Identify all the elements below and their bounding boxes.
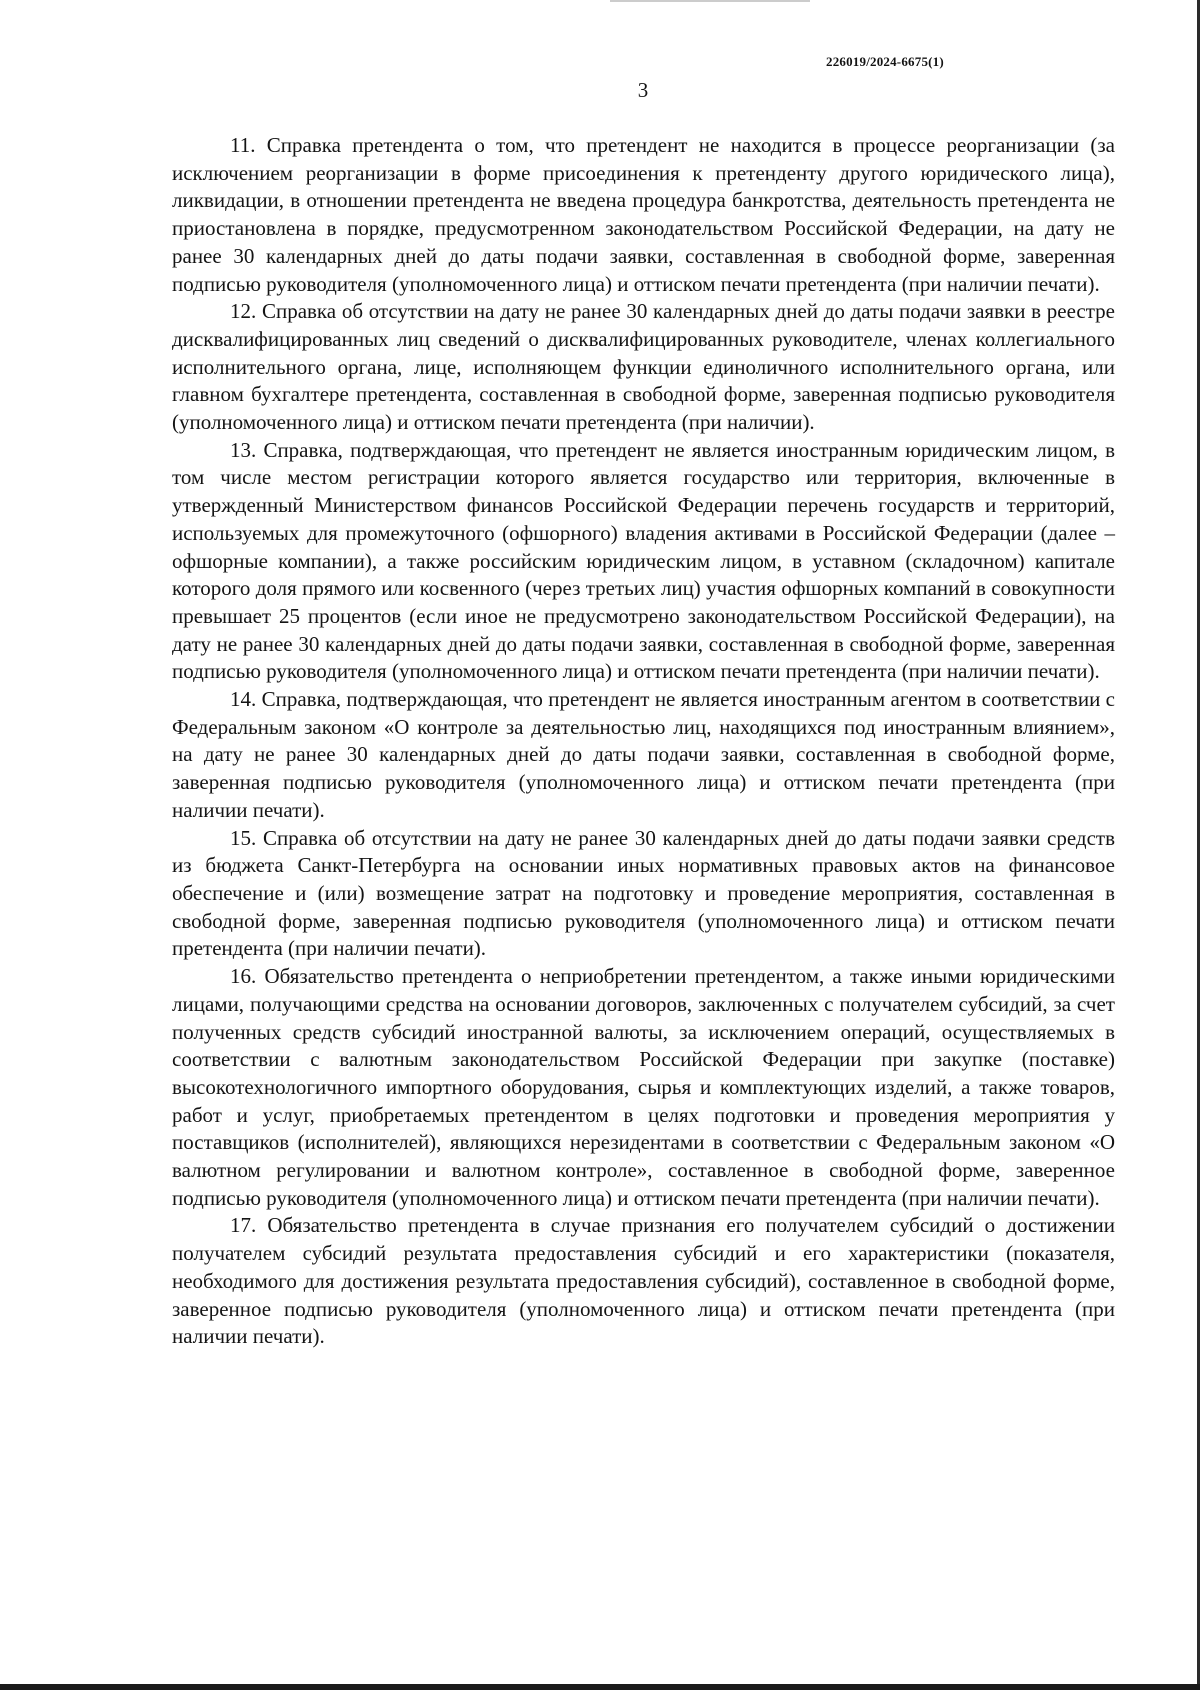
paragraph-15: 15. Справка об отсутствии на дату не ранее 30 календарных дней до даты подачи заявки средств из бюджета Санкт-Петербурга на основании иных нормативных правовых актов на финансовое обеспечение и (или) возмещение затрат на подготовку и проведение мероприятия, составленная в свободной форме, заверенная подписью руководителя (уполномоченного лица) и оттиском печати претендента (при наличии печати). xyxy=(172,825,1115,961)
scan-artifact-bottom xyxy=(0,1684,1200,1690)
paragraph-16: 16. Обязательство претендента о неприобретении претендентом, а также иными юридическими лицами, получающими средства на основании договоров, заключенных с получателем субсидий, за счет полученных средств субсидий иностранной валюты, за исключением операций, осуществляемых в соответствии с валютным законодательством Российской Федерации при закупке (поставке) высокотехнологичного импортного оборудования, сырья и комплектующих изделий, а также товаров, работ и услуг, приобретаемых претендентом в целях подготовки и проведения мероприятия у поставщиков (исполнителей), являющихся нерезидентами в соответствии с Федеральным законом «О валютном регулировании и валютном контроле», составленное в свободной форме, заверенное подписью руководителя (уполномоченного лица) и оттиском печати претендента (при наличии печати). xyxy=(172,964,1115,1210)
paragraph-12: 12. Справка об отсутствии на дату не ранее 30 календарных дней до даты подачи заявки в реестре дисквалифицированных лиц сведений о дисквалифицированных руководителе, членах коллегиального исполнительного органа, лице, исполняющем функции единоличного исполнительного органа, или главном бухгалтере претендента, составленная в свободной форме, заверенная подписью руководителя (уполномоченного лица) и оттиском печати претендента (при наличии). xyxy=(172,299,1115,435)
document-body xyxy=(172,132,1115,1351)
document-registration-number: 226019/2024-6675(1) xyxy=(826,54,944,69)
paragraph-17: 17. Обязательство претендента в случае признания его получателем субсидий о достижении получателем субсидий результата предоставления субсидий и его характеристики (показателя, необходимого для достижения результата предоставления субсидий), составленное в свободной форме, заверенное подписью руководителя (уполномоченного лица) и оттиском печати претендента (при наличии печати). xyxy=(172,1213,1115,1349)
page-number: 3 xyxy=(637,78,649,102)
paragraph-11: 11. Справка претендента о том, что претендент не находится в процессе реорганизации (за исключением реорганизации в форме присоединения к претенденту другого юридического лица), ликвидации, в отношении претендента не введена процедура банкротства, деятельность претендента не приостановлена в порядке, предусмотренном законодательством Российской Федерации, на дату не ранее 30 календарных дней до даты подачи заявки, составленная в свободной форме, заверенная подписью руководителя (уполномоченного лица) и оттиском печати претендента (при наличии печати). xyxy=(172,133,1115,296)
paragraph-14: 14. Справка, подтверждающая, что претендент не является иностранным агентом в соответствии с Федеральным законом «О контроле за деятельностью лиц, находящихся под иностранным влиянием», на дату не ранее 30 календарных дней до даты подачи заявки, составленная в свободной форме, заверенная подписью руководителя (уполномоченного лица) и оттиском печати претендента (при наличии печати). xyxy=(172,687,1115,822)
paragraph-13: 13. Справка, подтверждающая, что претендент не является иностранным юридическим лицом, в том числе местом регистрации которого является государство или территория, включенные в утвержденный Министерством финансов Российской Федерации перечень государств и территорий, используемых для промежуточного (офшорного) владения активами в Российской Федерации (далее – офшорные компании), а также российским юридическим лицом, в уставном (складочном) капитале которого доля прямого или косвенного (через третьих лиц) участия офшорных компаний в совокупности превышает 25 процентов (если иное не предусмотрено законодательством Российской Федерации), на дату не ранее 30 календарных дней до даты подачи заявки, составленная в свободной форме, заверенная подписью руководителя (уполномоченного лица) и оттиском печати претендента (при наличии печати). xyxy=(172,437,1115,684)
scan-artifact-top xyxy=(610,0,810,2)
